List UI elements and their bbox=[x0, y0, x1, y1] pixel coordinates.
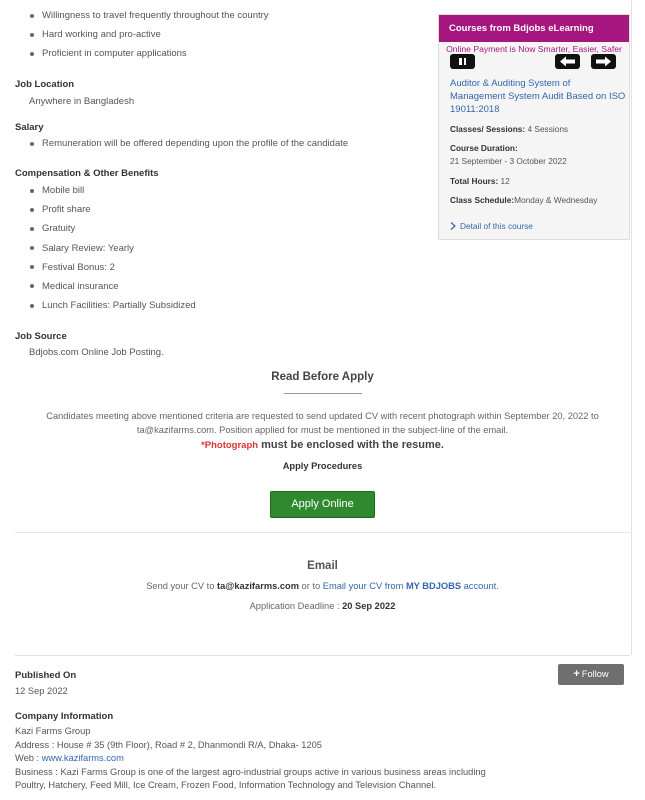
list-item: Festival Bonus: 2 bbox=[15, 258, 196, 277]
apply-instructions: Candidates meeting above mentioned criteria are requested to send updated CV with recent photograph within September 20, 2022 to ta@kazifarms.com. Position applied for must be mentioned in the subject-line of the email. bbox=[46, 411, 599, 435]
divider bbox=[15, 655, 630, 656]
benefits-heading: Compensation & Other Benefits bbox=[15, 168, 159, 179]
plus-icon: + bbox=[573, 668, 580, 680]
web-label: Web : bbox=[15, 753, 42, 763]
sidebar-promo-text: Online Payment is Now Smarter, Easier, Safer bbox=[446, 44, 622, 54]
title-underline bbox=[284, 393, 362, 394]
salary-heading: Salary bbox=[15, 122, 44, 133]
list-item: Medical insurance bbox=[15, 277, 196, 296]
course-schedule bbox=[450, 195, 597, 205]
email-address: ta@kazifarms.com bbox=[217, 581, 299, 591]
job-location-value: Anywhere in Bangladesh bbox=[29, 96, 135, 107]
benefits-list bbox=[15, 181, 196, 315]
list-item: Remuneration will be offered depending upon the profile of the candidate bbox=[15, 134, 348, 153]
course-hours bbox=[450, 176, 510, 186]
application-deadline bbox=[0, 601, 645, 611]
apply-online-button[interactable]: Apply Online bbox=[270, 491, 375, 518]
published-on-heading: Published On bbox=[15, 670, 77, 681]
company-address: Address : House # 35 (9th Floor), Road # 2, Dhanmondi R/A, Dhaka- 1205 bbox=[15, 740, 322, 750]
list-item: Gratuity bbox=[15, 219, 196, 238]
salary-list bbox=[15, 134, 348, 153]
job-source-value: Bdjobs.com Online Job Posting. bbox=[29, 347, 164, 358]
list-item: Lunch Facilities: Partially Subsidized bbox=[15, 296, 196, 315]
account-link-text[interactable]: account. bbox=[461, 581, 499, 591]
deadline-label: Application Deadline : bbox=[249, 601, 343, 611]
duration-label: Course Duration: bbox=[450, 143, 518, 153]
send-prefix: Send your CV to bbox=[146, 581, 218, 591]
course-detail-link[interactable] bbox=[450, 221, 533, 231]
next-button[interactable] bbox=[591, 54, 616, 69]
list-item: Willingness to travel frequently throughout the country bbox=[15, 6, 269, 25]
published-date: 12 Sep 2022 bbox=[15, 686, 68, 696]
pause-button[interactable] bbox=[450, 54, 475, 69]
schedule-value: Monday & Wednesday bbox=[514, 195, 598, 205]
email-title: Email bbox=[307, 560, 338, 572]
course-duration-value: 21 September - 3 October 2022 bbox=[450, 156, 567, 166]
company-name: Kazi Farms Group bbox=[15, 726, 91, 736]
arrow-right-icon bbox=[595, 56, 612, 67]
my-bdjobs-link[interactable]: MY BDJOBS bbox=[405, 581, 462, 591]
photograph-required-label: *Photograph bbox=[201, 440, 259, 451]
classes-label: Classes/ Sessions: bbox=[450, 124, 526, 134]
classes-value: 4 Sessions bbox=[525, 124, 569, 134]
schedule-label: Class Schedule: bbox=[450, 195, 515, 205]
hours-value: 12 bbox=[498, 176, 510, 186]
company-website-link[interactable]: www.kazifarms.com bbox=[41, 753, 124, 763]
course-duration-label bbox=[450, 143, 518, 153]
course-classes bbox=[450, 124, 568, 134]
company-business-line-2: Poultry, Hatchery, Feed Mill, Ice Cream, Frozen Food, Information Technology and Television Channel. bbox=[15, 780, 436, 790]
hours-label: Total Hours: bbox=[450, 176, 499, 186]
requirements-list bbox=[15, 6, 269, 64]
send-cv-line bbox=[0, 581, 645, 591]
email-cv-link[interactable]: Email your CV from bbox=[322, 581, 406, 591]
course-title-link[interactable]: Auditor & Auditing System of Management System Audit Based on ISO 19011:2018 bbox=[450, 78, 626, 115]
follow-label: Follow bbox=[581, 669, 609, 679]
company-web bbox=[15, 753, 124, 763]
previous-button[interactable] bbox=[555, 54, 580, 69]
photograph-notice bbox=[0, 439, 645, 451]
page-right-border bbox=[631, 0, 645, 655]
detail-link-label: Detail of this course bbox=[460, 221, 533, 231]
job-source-heading: Job Source bbox=[15, 331, 67, 342]
list-item: Hard working and pro-active bbox=[15, 25, 269, 44]
job-location-heading: Job Location bbox=[15, 79, 75, 90]
photograph-notice-text: must be enclosed with the resume. bbox=[258, 439, 444, 451]
company-business-line-1: Business : Kazi Farms Group is one of the largest agro-industrial groups active in various business areas including bbox=[15, 767, 486, 777]
sidebar-header: Courses from Bdjobs eLearning bbox=[439, 15, 629, 42]
or-text: or to bbox=[298, 581, 323, 591]
list-item: Proficient in computer applications bbox=[15, 44, 269, 63]
chevron-right-icon bbox=[450, 222, 456, 230]
read-before-apply-title: Read Before Apply bbox=[271, 371, 374, 383]
list-item: Profit share bbox=[15, 200, 196, 219]
apply-procedures-heading: Apply Procedures bbox=[282, 461, 363, 471]
divider bbox=[15, 532, 630, 533]
pause-icon bbox=[459, 58, 466, 65]
list-item: Salary Review: Yearly bbox=[15, 239, 196, 258]
company-info-heading: Company Information bbox=[15, 711, 114, 722]
course-sidebar bbox=[438, 14, 630, 240]
deadline-value: 20 Sep 2022 bbox=[342, 601, 396, 611]
list-item: Mobile bill bbox=[15, 181, 196, 200]
arrow-left-icon bbox=[559, 56, 576, 67]
follow-button[interactable] bbox=[558, 664, 624, 685]
